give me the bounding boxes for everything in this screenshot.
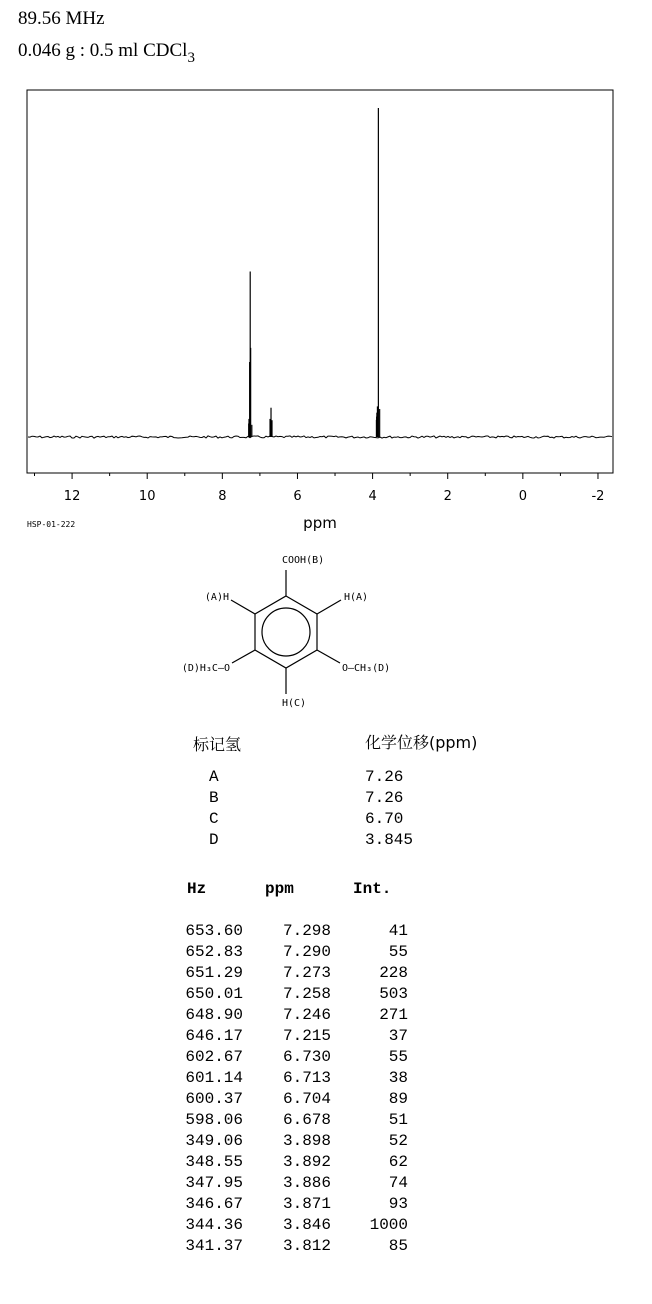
- peak-int: 1000: [369, 1216, 408, 1234]
- peak-int: 89: [388, 1090, 408, 1108]
- x-tick-label: 10: [138, 489, 156, 504]
- peak-ppm: 7.246: [282, 1006, 331, 1024]
- peak-int: 62: [388, 1153, 408, 1171]
- peak-hz: 598.06: [185, 1111, 243, 1129]
- assignment-header-shift: 化学位移(ppm): [365, 733, 478, 752]
- x-tick-label: 0: [518, 489, 527, 504]
- assignment-label: C: [209, 810, 219, 828]
- x-axis-ticks: [35, 473, 598, 479]
- peak-ppm: 6.678: [282, 1111, 331, 1129]
- peak-hz: 650.01: [185, 985, 243, 1003]
- peak-hz: 651.29: [185, 964, 243, 982]
- benzene-ring: [255, 596, 317, 668]
- x-tick-label: 12: [63, 489, 81, 504]
- peak-ppm: 3.886: [282, 1174, 331, 1192]
- peak-int: 38: [388, 1069, 408, 1087]
- peak-ppm: 6.704: [282, 1090, 331, 1108]
- x-axis-label: ppm: [303, 514, 337, 532]
- peak-hz: 344.36: [185, 1216, 243, 1234]
- peak-hz: 653.60: [185, 922, 243, 940]
- label-h-a-left: (A)H: [204, 592, 229, 603]
- peak-ppm: 3.892: [282, 1153, 331, 1171]
- label-och3-left: (D)H₃C–O: [181, 663, 230, 674]
- peak-int: 74: [388, 1174, 408, 1192]
- peak-hz: 341.37: [185, 1237, 243, 1255]
- peak-int: 51: [388, 1111, 408, 1129]
- peak-int: 93: [388, 1195, 408, 1213]
- peak-ppm: 3.812: [282, 1237, 331, 1255]
- peak-ppm: 3.898: [282, 1132, 331, 1150]
- assignment-shift: 7.26: [365, 789, 404, 807]
- assignment-shift: 6.70: [365, 810, 404, 828]
- peak-ppm: 7.273: [282, 964, 331, 982]
- assignment-shift: 7.26: [365, 768, 404, 786]
- peak-ppm: 6.713: [282, 1069, 331, 1087]
- peak-hz: 646.17: [185, 1027, 243, 1045]
- x-axis-tick-labels: [64, 489, 605, 504]
- spectrometer-frequency: 89.56 MHz: [18, 8, 105, 29]
- peak-ppm: 7.215: [282, 1027, 331, 1045]
- peak-hz: 348.55: [185, 1153, 243, 1171]
- assignment-shift: 3.845: [365, 831, 414, 849]
- sample-subscript: 3: [187, 50, 195, 66]
- peak-ppm: 7.298: [282, 922, 331, 940]
- peak-ppm: 7.258: [282, 985, 331, 1003]
- peak-hz: 648.90: [185, 1006, 243, 1024]
- peak-hz: 652.83: [185, 943, 243, 961]
- sample-concentration: [18, 40, 195, 67]
- peak-int: 37: [388, 1027, 408, 1045]
- x-tick-label: -2: [591, 489, 605, 504]
- peak-hz: 600.37: [185, 1090, 243, 1108]
- peak-ppm: 6.730: [282, 1048, 331, 1066]
- assignment-label: A: [209, 768, 219, 786]
- molecule-structure: [150, 548, 450, 718]
- peak-ppm: 7.290: [282, 943, 331, 961]
- spectrum-trace: [28, 436, 612, 438]
- peak-int: 41: [388, 922, 408, 940]
- sample-text: 0.046 g : 0.5 ml CDCl: [18, 40, 188, 61]
- spectrum-peaks: [249, 108, 380, 437]
- peak-hz: 602.67: [185, 1048, 243, 1066]
- plot-frame: [27, 90, 613, 473]
- x-tick-label: 6: [293, 489, 302, 504]
- peak-hz: 346.67: [185, 1195, 243, 1213]
- peak-ppm: 3.871: [282, 1195, 331, 1213]
- assignment-label: D: [209, 831, 219, 849]
- peak-int: 85: [388, 1237, 408, 1255]
- nmr-spectrum-chart: [0, 80, 652, 540]
- peak-hz: 349.06: [185, 1132, 243, 1150]
- peak-ppm: 3.846: [282, 1216, 331, 1234]
- x-tick-label: 8: [218, 489, 227, 504]
- x-tick-label: 2: [443, 489, 452, 504]
- peak-int: 271: [379, 1006, 408, 1024]
- peak-header-int: Int.: [353, 880, 392, 898]
- assignment-header-label: 标记氢: [193, 735, 242, 754]
- peak-int: 55: [388, 1048, 408, 1066]
- label-cooh: COOH(B): [282, 555, 325, 566]
- peak-header-ppm: ppm: [265, 880, 294, 898]
- assignment-label: B: [209, 789, 219, 807]
- peak-hz: 601.14: [185, 1069, 243, 1087]
- peak-int: 228: [379, 964, 408, 982]
- x-tick-label: 4: [368, 489, 377, 504]
- peak-int: 55: [388, 943, 408, 961]
- spectrum-code: HSP-01-222: [27, 520, 76, 529]
- peak-int: 52: [388, 1132, 408, 1150]
- label-och3-right: O–CH₃(D): [342, 663, 391, 674]
- peak-int: 503: [379, 985, 408, 1003]
- peak-header-hz: Hz: [187, 880, 207, 898]
- peak-hz: 347.95: [185, 1174, 243, 1192]
- substituent-bonds: [231, 570, 341, 694]
- label-h-c: H(C): [282, 698, 307, 709]
- label-h-a-right: H(A): [344, 592, 369, 603]
